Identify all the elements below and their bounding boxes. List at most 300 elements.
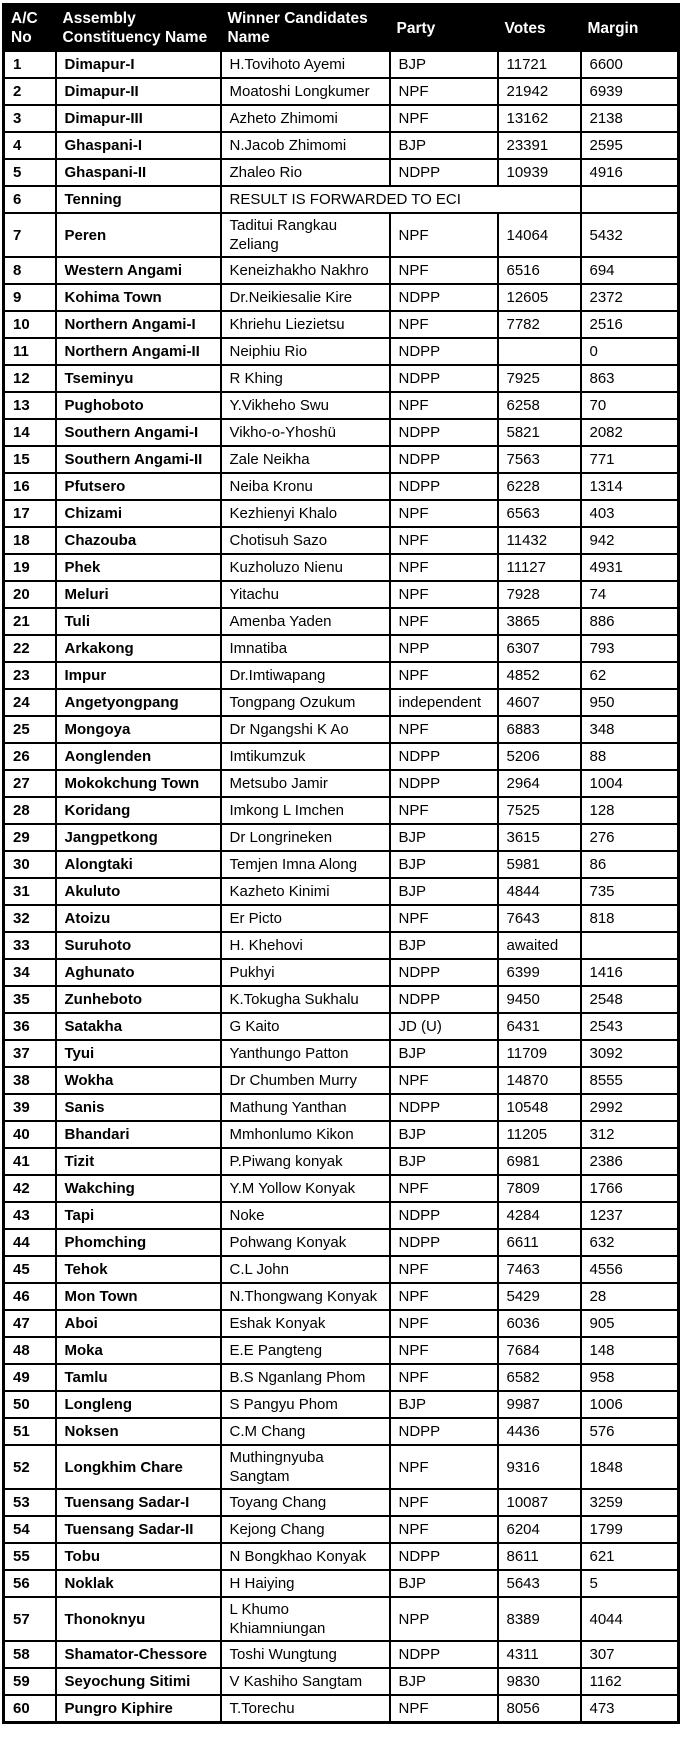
constituency-cell: Longleng (56, 1391, 221, 1418)
constituency-cell: Chizami (56, 500, 221, 527)
table-row (4, 527, 679, 554)
table-row (4, 365, 679, 392)
candidate-cell: Taditui Rangkau Zeliang (221, 213, 390, 257)
party-cell: BJP (390, 132, 498, 159)
ac-no-cell: 21 (4, 608, 56, 635)
ac-no-cell: 18 (4, 527, 56, 554)
ac-no-cell: 9 (4, 284, 56, 311)
margin-cell: 2992 (581, 1094, 679, 1121)
constituency-cell: Phomching (56, 1229, 221, 1256)
margin-cell: 312 (581, 1121, 679, 1148)
constituency-cell: Mongoya (56, 716, 221, 743)
constituency-cell: Dimapur-III (56, 105, 221, 132)
votes-cell: 14064 (498, 213, 581, 257)
ac-no-cell: 33 (4, 932, 56, 959)
constituency-cell: Meluri (56, 581, 221, 608)
margin-cell: 307 (581, 1641, 679, 1668)
candidate-cell: Kazheto Kinimi (221, 878, 390, 905)
margin-cell: 735 (581, 878, 679, 905)
margin-cell: 2138 (581, 105, 679, 132)
candidate-cell: N.Jacob Zhimomi (221, 132, 390, 159)
ac-no-cell: 35 (4, 986, 56, 1013)
votes-cell: 10548 (498, 1094, 581, 1121)
constituency-cell: Noksen (56, 1418, 221, 1445)
constituency-cell: Noklak (56, 1570, 221, 1597)
table-row (4, 78, 679, 105)
candidate-cell: P.Piwang konyak (221, 1148, 390, 1175)
margin-cell: 621 (581, 1543, 679, 1570)
ac-no-cell: 56 (4, 1570, 56, 1597)
margin-cell: 2372 (581, 284, 679, 311)
candidate-cell: Mathung Yanthan (221, 1094, 390, 1121)
constituency-cell: Tehok (56, 1256, 221, 1283)
constituency-cell: Moka (56, 1337, 221, 1364)
votes-cell: 9987 (498, 1391, 581, 1418)
table-row (4, 1175, 679, 1202)
party-cell: NPF (390, 1337, 498, 1364)
party-cell: NDPP (390, 986, 498, 1013)
ac-no-cell: 16 (4, 473, 56, 500)
ac-no-cell: 12 (4, 365, 56, 392)
constituency-cell: Ghaspani-I (56, 132, 221, 159)
party-cell: NDPP (390, 159, 498, 186)
margin-cell: 632 (581, 1229, 679, 1256)
party-cell: NPF (390, 1695, 498, 1723)
margin-cell: 576 (581, 1418, 679, 1445)
votes-cell: 2964 (498, 770, 581, 797)
party-cell: NDPP (390, 338, 498, 365)
votes-cell: 7525 (498, 797, 581, 824)
candidate-cell: Imtikumzuk (221, 743, 390, 770)
candidate-cell: Zale Neikha (221, 446, 390, 473)
table-row (4, 1641, 679, 1668)
party-cell: NDPP (390, 473, 498, 500)
ac-no-cell: 20 (4, 581, 56, 608)
candidate-cell: H Haiying (221, 1570, 390, 1597)
constituency-cell: Pfutsero (56, 473, 221, 500)
party-cell: NPF (390, 1516, 498, 1543)
col-header-candidate: Winner Candidates Name (221, 5, 390, 52)
party-cell: NDPP (390, 1543, 498, 1570)
candidate-cell: R Khing (221, 365, 390, 392)
ac-no-cell: 43 (4, 1202, 56, 1229)
party-cell: NDPP (390, 1202, 498, 1229)
candidate-cell: Toshi Wungtung (221, 1641, 390, 1668)
ac-no-cell: 10 (4, 311, 56, 338)
party-cell: NDPP (390, 1418, 498, 1445)
margin-cell: 5432 (581, 213, 679, 257)
table-row (4, 1337, 679, 1364)
margin-cell: 276 (581, 824, 679, 851)
party-cell: NDPP (390, 1094, 498, 1121)
margin-cell: 28 (581, 1283, 679, 1310)
candidate-cell: B.S Nganlang Phom (221, 1364, 390, 1391)
ac-no-cell: 11 (4, 338, 56, 365)
candidate-cell: Y.M Yollow Konyak (221, 1175, 390, 1202)
candidate-cell: Metsubo Jamir (221, 770, 390, 797)
table-row (4, 1489, 679, 1516)
ac-no-cell: 40 (4, 1121, 56, 1148)
votes-cell: 5206 (498, 743, 581, 770)
ac-no-cell: 30 (4, 851, 56, 878)
ac-no-cell: 3 (4, 105, 56, 132)
constituency-cell: Aghunato (56, 959, 221, 986)
margin-cell: 2548 (581, 986, 679, 1013)
party-cell: BJP (390, 932, 498, 959)
ac-no-cell: 32 (4, 905, 56, 932)
votes-cell: 7928 (498, 581, 581, 608)
candidate-cell: L Khumo Khiamniungan (221, 1597, 390, 1641)
candidate-cell: Pohwang Konyak (221, 1229, 390, 1256)
votes-cell: 23391 (498, 132, 581, 159)
constituency-cell: Tuli (56, 608, 221, 635)
party-cell: BJP (390, 1148, 498, 1175)
ac-no-cell: 27 (4, 770, 56, 797)
constituency-cell: Western Angami (56, 257, 221, 284)
margin-cell: 2516 (581, 311, 679, 338)
votes-cell: 7925 (498, 365, 581, 392)
constituency-cell: Dimapur-I (56, 51, 221, 78)
candidate-cell: Moatoshi Longkumer (221, 78, 390, 105)
table-row (4, 1040, 679, 1067)
table-row (4, 1570, 679, 1597)
candidate-cell: Kuzholuzo Nienu (221, 554, 390, 581)
candidate-cell: H. Khehovi (221, 932, 390, 959)
party-cell: NPF (390, 905, 498, 932)
ac-no-cell: 49 (4, 1364, 56, 1391)
ac-no-cell: 53 (4, 1489, 56, 1516)
constituency-cell: Atoizu (56, 905, 221, 932)
constituency-cell: Tapi (56, 1202, 221, 1229)
party-cell: NPF (390, 105, 498, 132)
votes-cell: 8056 (498, 1695, 581, 1723)
votes-cell: 4311 (498, 1641, 581, 1668)
party-cell: BJP (390, 824, 498, 851)
constituency-cell: Tuensang Sadar-I (56, 1489, 221, 1516)
table-row (4, 159, 679, 186)
ac-no-cell: 1 (4, 51, 56, 78)
ac-no-cell: 42 (4, 1175, 56, 1202)
party-cell: NDPP (390, 959, 498, 986)
margin-cell: 1848 (581, 1445, 679, 1489)
constituency-cell: Southern Angami-I (56, 419, 221, 446)
margin-cell: 4931 (581, 554, 679, 581)
constituency-cell: Tamlu (56, 1364, 221, 1391)
party-cell: NPF (390, 608, 498, 635)
votes-cell: 11127 (498, 554, 581, 581)
table-row (4, 1668, 679, 1695)
constituency-cell: Peren (56, 213, 221, 257)
votes-cell: 6036 (498, 1310, 581, 1337)
table-row (4, 824, 679, 851)
votes-cell (498, 338, 581, 365)
margin-cell: 1314 (581, 473, 679, 500)
ac-no-cell: 5 (4, 159, 56, 186)
table-row (4, 1013, 679, 1040)
candidate-cell: Noke (221, 1202, 390, 1229)
table-row (4, 51, 679, 78)
candidate-cell: H.Tovihoto Ayemi (221, 51, 390, 78)
table-row (4, 473, 679, 500)
votes-cell: 6611 (498, 1229, 581, 1256)
votes-cell: 12605 (498, 284, 581, 311)
party-cell: NPF (390, 662, 498, 689)
margin-cell: 905 (581, 1310, 679, 1337)
table-row (4, 1121, 679, 1148)
table-row (4, 446, 679, 473)
candidate-cell: Keneizhakho Nakhro (221, 257, 390, 284)
margin-cell: 3259 (581, 1489, 679, 1516)
constituency-cell: Akuluto (56, 878, 221, 905)
votes-cell: 11721 (498, 51, 581, 78)
constituency-cell: Longkhim Chare (56, 1445, 221, 1489)
party-cell: NPF (390, 716, 498, 743)
constituency-cell: Southern Angami-II (56, 446, 221, 473)
ac-no-cell: 14 (4, 419, 56, 446)
margin-cell: 793 (581, 635, 679, 662)
candidate-cell: E.E Pangteng (221, 1337, 390, 1364)
party-cell: NDPP (390, 1229, 498, 1256)
ac-no-cell: 36 (4, 1013, 56, 1040)
candidate-cell: Khriehu Liezietsu (221, 311, 390, 338)
margin-cell: 2082 (581, 419, 679, 446)
votes-cell: 13162 (498, 105, 581, 132)
candidate-cell: Kejong Chang (221, 1516, 390, 1543)
col-header-margin: Margin (581, 5, 679, 52)
party-cell: NPF (390, 1283, 498, 1310)
ac-no-cell: 25 (4, 716, 56, 743)
constituency-cell: Mokokchung Town (56, 770, 221, 797)
ac-no-cell: 19 (4, 554, 56, 581)
ac-no-cell: 6 (4, 186, 56, 213)
margin-cell: 4916 (581, 159, 679, 186)
margin-cell: 3092 (581, 1040, 679, 1067)
party-cell: NPF (390, 1175, 498, 1202)
votes-cell: 5429 (498, 1283, 581, 1310)
header-row (4, 5, 679, 52)
table-row (4, 1202, 679, 1229)
party-cell: NPF (390, 1489, 498, 1516)
votes-cell: 11709 (498, 1040, 581, 1067)
ac-no-cell: 28 (4, 797, 56, 824)
table-row (4, 1418, 679, 1445)
party-cell: NDPP (390, 770, 498, 797)
margin-cell: 1162 (581, 1668, 679, 1695)
margin-cell: 886 (581, 608, 679, 635)
ac-no-cell: 7 (4, 213, 56, 257)
party-cell: BJP (390, 1391, 498, 1418)
margin-cell: 694 (581, 257, 679, 284)
margin-cell: 473 (581, 1695, 679, 1723)
candidate-cell: Eshak Konyak (221, 1310, 390, 1337)
party-cell: NDPP (390, 446, 498, 473)
votes-cell: 4852 (498, 662, 581, 689)
margin-cell: 348 (581, 716, 679, 743)
votes-cell: 10087 (498, 1489, 581, 1516)
ac-no-cell: 22 (4, 635, 56, 662)
votes-cell: 7463 (498, 1256, 581, 1283)
margin-cell: 1799 (581, 1516, 679, 1543)
votes-cell: 4436 (498, 1418, 581, 1445)
party-cell: BJP (390, 1570, 498, 1597)
table-row (4, 1516, 679, 1543)
party-cell: NDPP (390, 419, 498, 446)
constituency-cell: Ghaspani-II (56, 159, 221, 186)
table-row (4, 419, 679, 446)
constituency-cell: Tyui (56, 1040, 221, 1067)
constituency-cell: Chazouba (56, 527, 221, 554)
party-cell: independent (390, 689, 498, 716)
votes-cell: 6204 (498, 1516, 581, 1543)
margin-cell: 1237 (581, 1202, 679, 1229)
margin-cell: 403 (581, 500, 679, 527)
constituency-cell: Suruhoto (56, 932, 221, 959)
votes-cell: 7563 (498, 446, 581, 473)
result-forwarded-note-cell: RESULT IS FORWARDED TO ECI (221, 186, 581, 213)
margin-cell: 950 (581, 689, 679, 716)
party-cell: NDPP (390, 1641, 498, 1668)
candidate-cell: Dr Chumben Murry (221, 1067, 390, 1094)
candidate-cell: Imnatiba (221, 635, 390, 662)
margin-cell: 148 (581, 1337, 679, 1364)
ac-no-cell: 26 (4, 743, 56, 770)
margin-cell: 6939 (581, 78, 679, 105)
party-cell: NPF (390, 1256, 498, 1283)
candidate-cell: Muthingnyuba Sangtam (221, 1445, 390, 1489)
table-row (4, 1229, 679, 1256)
candidate-cell: Azheto Zhimomi (221, 105, 390, 132)
ac-no-cell: 45 (4, 1256, 56, 1283)
constituency-cell: Bhandari (56, 1121, 221, 1148)
constituency-cell: Angetyongpang (56, 689, 221, 716)
margin-cell: 1004 (581, 770, 679, 797)
ac-no-cell: 4 (4, 132, 56, 159)
ac-no-cell: 23 (4, 662, 56, 689)
votes-cell: 11205 (498, 1121, 581, 1148)
votes-cell: 4284 (498, 1202, 581, 1229)
ac-no-cell: 59 (4, 1668, 56, 1695)
table-row (4, 662, 679, 689)
party-cell: BJP (390, 1668, 498, 1695)
candidate-cell: Vikho-o-Yhoshü (221, 419, 390, 446)
ac-no-cell: 44 (4, 1229, 56, 1256)
party-cell: NPP (390, 1597, 498, 1641)
candidate-cell: Yitachu (221, 581, 390, 608)
table-row (4, 932, 679, 959)
margin-cell: 0 (581, 338, 679, 365)
table-row (4, 1543, 679, 1570)
constituency-cell: Tizit (56, 1148, 221, 1175)
party-cell: NDPP (390, 365, 498, 392)
constituency-cell: Tenning (56, 186, 221, 213)
constituency-cell: Jangpetkong (56, 824, 221, 851)
candidate-cell: Er Picto (221, 905, 390, 932)
votes-cell: 14870 (498, 1067, 581, 1094)
candidate-cell: Chotisuh Sazo (221, 527, 390, 554)
constituency-cell: Tseminyu (56, 365, 221, 392)
party-cell: NDPP (390, 743, 498, 770)
margin-cell: 2595 (581, 132, 679, 159)
table-row (4, 581, 679, 608)
candidate-cell: Pukhyi (221, 959, 390, 986)
candidate-cell: Neiphiu Rio (221, 338, 390, 365)
margin-cell: 4044 (581, 1597, 679, 1641)
party-cell: JD (U) (390, 1013, 498, 1040)
ac-no-cell: 39 (4, 1094, 56, 1121)
margin-cell: 62 (581, 662, 679, 689)
ac-no-cell: 57 (4, 1597, 56, 1641)
candidate-cell: Zhaleo Rio (221, 159, 390, 186)
table-row (4, 959, 679, 986)
constituency-cell: Seyochung Sitimi (56, 1668, 221, 1695)
ac-no-cell: 2 (4, 78, 56, 105)
votes-cell: 4844 (498, 878, 581, 905)
table-row (4, 1067, 679, 1094)
margin-cell: 4556 (581, 1256, 679, 1283)
table-row (4, 1391, 679, 1418)
candidate-cell: C.M Chang (221, 1418, 390, 1445)
constituency-cell: Pungro Kiphire (56, 1695, 221, 1723)
party-cell: NPP (390, 635, 498, 662)
table-row (4, 338, 679, 365)
table-row (4, 716, 679, 743)
table-row (4, 608, 679, 635)
party-cell: NPF (390, 1445, 498, 1489)
candidate-cell: Tongpang Ozukum (221, 689, 390, 716)
votes-cell: 21942 (498, 78, 581, 105)
margin-cell (581, 932, 679, 959)
margin-cell: 88 (581, 743, 679, 770)
table-row (4, 1148, 679, 1175)
votes-cell: 6258 (498, 392, 581, 419)
votes-cell: 6399 (498, 959, 581, 986)
candidate-cell: Imkong L Imchen (221, 797, 390, 824)
table-row (4, 797, 679, 824)
votes-cell: 11432 (498, 527, 581, 554)
table-row (4, 554, 679, 581)
votes-cell: 6431 (498, 1013, 581, 1040)
ac-no-cell: 29 (4, 824, 56, 851)
margin-cell: 2543 (581, 1013, 679, 1040)
votes-cell: 8611 (498, 1543, 581, 1570)
constituency-cell: Thonoknyu (56, 1597, 221, 1641)
margin-cell: 70 (581, 392, 679, 419)
votes-cell: 9830 (498, 1668, 581, 1695)
candidate-cell: Amenba Yaden (221, 608, 390, 635)
ac-no-cell: 48 (4, 1337, 56, 1364)
margin-cell: 74 (581, 581, 679, 608)
constituency-cell: Wokha (56, 1067, 221, 1094)
party-cell: NPF (390, 1310, 498, 1337)
votes-cell: 5643 (498, 1570, 581, 1597)
table-row (4, 743, 679, 770)
votes-cell: 5821 (498, 419, 581, 446)
party-cell: BJP (390, 878, 498, 905)
table-row (4, 186, 679, 213)
constituency-cell: Pughoboto (56, 392, 221, 419)
constituency-cell: Phek (56, 554, 221, 581)
table-row (4, 851, 679, 878)
party-cell: NPF (390, 527, 498, 554)
ac-no-cell: 38 (4, 1067, 56, 1094)
constituency-cell: Alongtaki (56, 851, 221, 878)
margin-cell: 958 (581, 1364, 679, 1391)
candidate-cell: T.Torechu (221, 1695, 390, 1723)
margin-cell: 771 (581, 446, 679, 473)
ac-no-cell: 31 (4, 878, 56, 905)
party-cell: NPF (390, 213, 498, 257)
candidate-cell: N.Thongwang Konyak (221, 1283, 390, 1310)
